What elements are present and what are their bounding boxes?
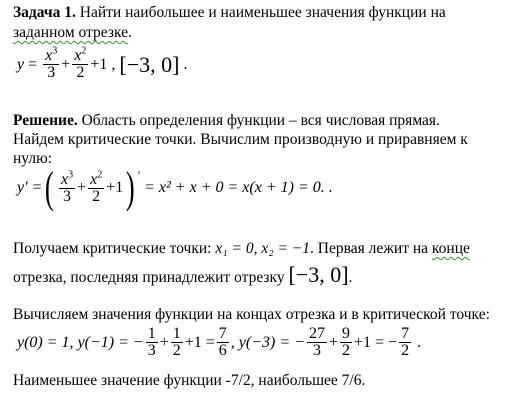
ym3-f2-den: 2 (341, 342, 350, 359)
critical-period: . (348, 269, 353, 286)
ym3-res-den: 2 (401, 342, 410, 359)
task-text-2-end: . (127, 24, 132, 41)
ym1-f2-num: 1 (172, 325, 181, 342)
ym3-result (399, 326, 411, 359)
deriv-frac-2 (88, 169, 104, 205)
critical-points: x₁ = 0, x₂ = −1 (215, 240, 311, 257)
value-y0: y(0) = 1, (17, 333, 74, 351)
ym1-res-den: 6 (218, 342, 227, 359)
compute-line: Вычисляем значения функции на концах отрезка и в критической точке: (13, 306, 490, 323)
ym3-res-num: 7 (401, 325, 410, 342)
critical-text-2: отрезка, последняя принадлежит отрезку (13, 269, 285, 286)
solution-label: Решение. (13, 112, 78, 129)
func-f2-den: 2 (76, 64, 85, 81)
ym1-frac-2 (171, 326, 183, 359)
func-plus: + (61, 55, 71, 73)
solution-line-1 (13, 112, 440, 130)
func-f1-num: x (45, 47, 53, 64)
ym3-plus: + (328, 333, 338, 351)
func-eq: = (28, 55, 38, 73)
deriv-f2-den: 2 (92, 187, 101, 205)
ym1-f1-den: 3 (147, 342, 156, 359)
task-text-2: заданном отрезке (13, 24, 128, 41)
deriv-plus-one: +1 (106, 179, 124, 196)
task-line-1 (13, 4, 446, 22)
critical-text-before: Получаем критические точки: (13, 240, 212, 257)
ym1-plus: + (159, 333, 169, 351)
task-text-1: Найти наибольшее и наименьшее значения функции на (75, 4, 446, 21)
solution-line-3: нулю: (13, 150, 52, 167)
func-f2-exp: 2 (81, 45, 87, 57)
func-y: y (17, 55, 25, 73)
ym1-f1-num: 1 (147, 325, 156, 342)
function-formula (17, 45, 188, 81)
ym3-f1-den: 3 (312, 342, 321, 359)
conclusion: Наименьшее значение функции -7/2, наибольшее 7/6. (13, 372, 366, 389)
solution-text-1: Область определения функции – вся числовая прямая. (77, 112, 440, 129)
ym1-res-num: 7 (218, 325, 227, 342)
task-label: Задача 1. (13, 4, 76, 21)
ym3-period: . (417, 333, 422, 351)
critical-line-1 (13, 240, 470, 258)
deriv-prime: ' (137, 168, 141, 182)
ym1-frac-1 (146, 326, 158, 359)
func-tail: +1 , (90, 55, 116, 73)
critical-text-after: . Первая лежит на (310, 240, 432, 257)
value-ym3: y(−3) = − (238, 333, 305, 351)
ym1-tail: +1 = (184, 333, 215, 351)
deriv-frac-1 (59, 169, 75, 205)
ym3-tail: +1 = − (353, 333, 398, 351)
ym3-frac-2 (340, 326, 352, 359)
func-period: . (183, 55, 188, 73)
func-interval: [−3, 0] (119, 51, 180, 77)
deriv-f1-exp: 3 (68, 169, 74, 181)
func-f2-num: x (74, 47, 82, 64)
ym3-f2-num: 9 (341, 325, 350, 342)
func-frac-1 (43, 45, 59, 81)
derivative-formula (17, 163, 333, 212)
deriv-rhs: = x² + x + 0 = x(x + 1) = 0. . (144, 179, 333, 196)
deriv-lhs: y' = (17, 179, 43, 196)
task-line-2 (13, 24, 132, 42)
func-frac-2 (72, 45, 88, 81)
values-formula (17, 326, 421, 359)
critical-underlined: конце (431, 240, 470, 257)
solution-line-2: Найдем критические точки. Вычислим производную и приравняем к (13, 131, 468, 148)
deriv-f2-num: x (90, 170, 98, 188)
deriv-f1-num: x (60, 170, 69, 188)
ym1-f2-den: 2 (172, 342, 181, 359)
ym1-result (217, 326, 229, 359)
deriv-f2-exp: 2 (97, 169, 103, 181)
ym3-frac-1 (307, 326, 327, 359)
critical-line-2 (13, 262, 353, 287)
ym1-comma: , (230, 333, 235, 351)
ym3-f1-num: 27 (308, 325, 325, 342)
critical-interval: [−3, 0] (288, 262, 349, 287)
value-ym1: y(−1) = − (77, 333, 144, 351)
deriv-plus: + (77, 179, 87, 196)
func-f1-exp: 3 (52, 45, 58, 57)
deriv-open-paren: ( (45, 163, 55, 212)
deriv-close-paren: ) (126, 163, 135, 212)
func-f1-den: 3 (47, 64, 56, 81)
deriv-f1-den: 3 (63, 187, 72, 205)
